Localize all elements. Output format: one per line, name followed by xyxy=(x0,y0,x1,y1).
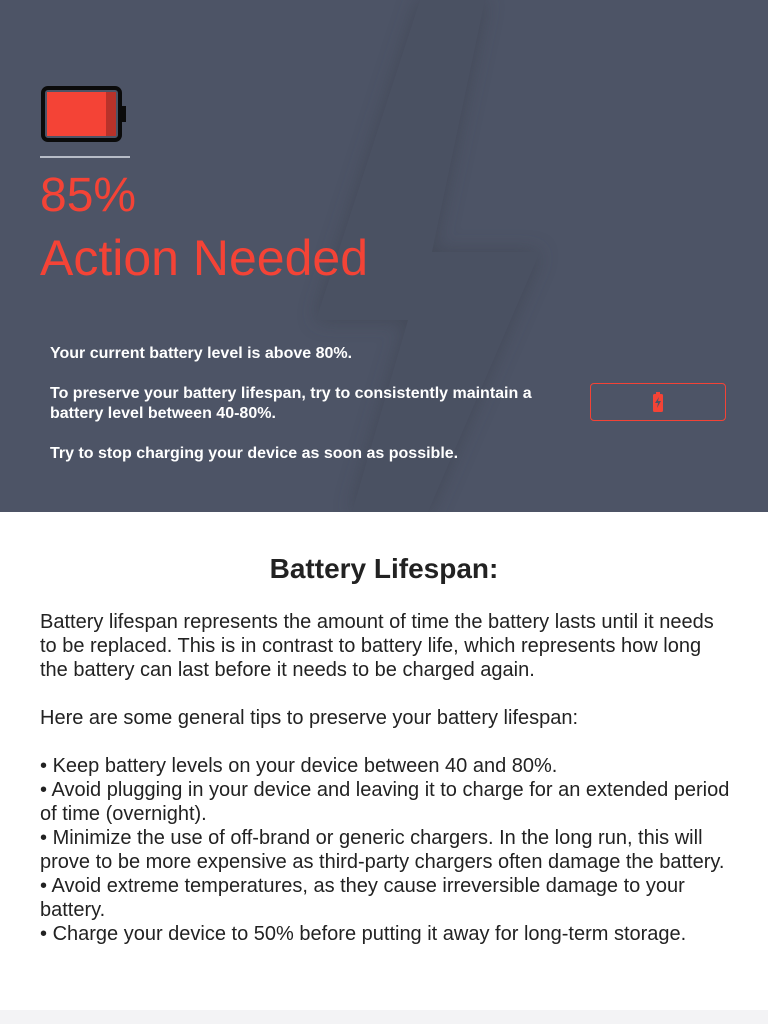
info-body xyxy=(40,610,730,946)
info-description: Battery lifespan represents the amount of time the battery lasts until it needs to be replaced. This is in contrast to battery life, which represents how long the battery can last before it needs to be charged again. xyxy=(40,611,714,681)
tip-item: • Avoid extreme temperatures, as they cause irreversible damage to your battery. xyxy=(40,874,730,922)
charge-button[interactable] xyxy=(590,383,726,421)
battery-status-label: Action Needed xyxy=(40,230,369,286)
tips-intro: Here are some general tips to preserve your battery lifespan: xyxy=(40,707,579,729)
tips-list xyxy=(40,754,730,946)
tip-item: • Keep battery levels on your device between 40 and 80%. xyxy=(40,754,730,778)
battery-message: Your current battery level is above 80%. xyxy=(50,345,353,362)
battery-messages xyxy=(50,344,560,484)
battery-level-icon xyxy=(40,86,128,142)
hero-divider xyxy=(40,156,130,158)
battery-percent: 85% xyxy=(40,169,137,222)
tip-item: • Charge your device to 50% before putting it away for long-term storage. xyxy=(40,922,730,946)
battery-message: To preserve your battery lifespan, try to consistently maintain a battery level between 40-80%. xyxy=(50,385,532,422)
battery-message: Try to stop charging your device as soon as possible. xyxy=(50,445,459,462)
info-title: Battery Lifespan: xyxy=(269,553,499,584)
tip-item: • Avoid plugging in your device and leaving it to charge for an extended period of time (overnight). xyxy=(40,778,730,826)
battery-charging-icon xyxy=(652,392,664,412)
battery-info-section xyxy=(0,512,768,1010)
tip-item: • Minimize the use of off-brand or generic chargers. In the long run, this will prove to be more expensive as third-party chargers often damage the battery. xyxy=(40,826,730,874)
